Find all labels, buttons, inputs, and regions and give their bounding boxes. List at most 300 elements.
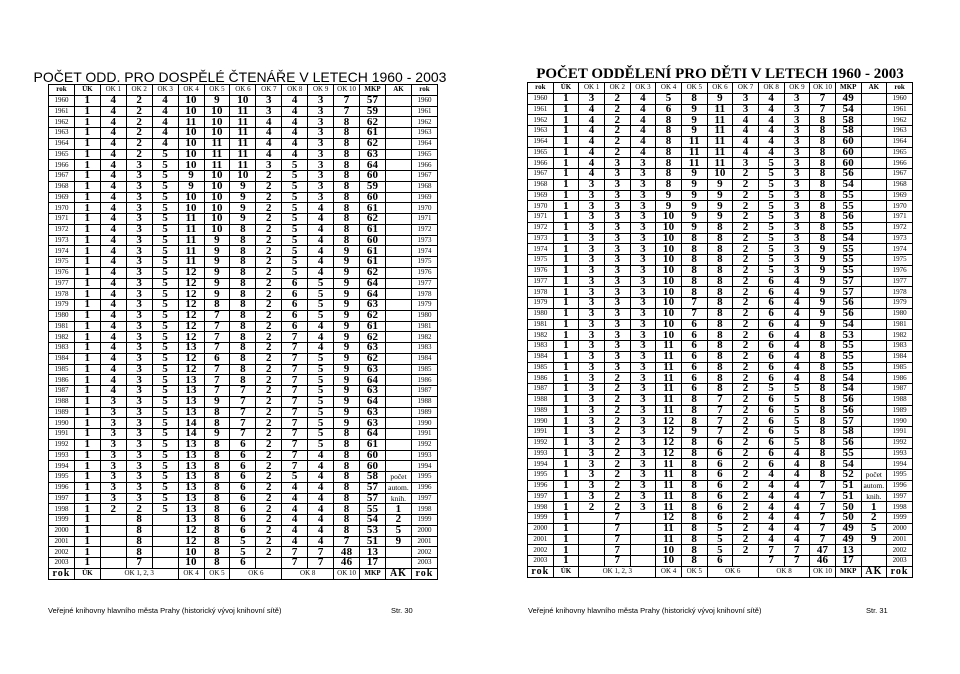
value-cell: 8 <box>681 233 707 244</box>
value-cell: 8 <box>810 416 836 427</box>
value-cell: 3 <box>579 212 605 223</box>
value-cell: 9 <box>707 190 733 201</box>
value-cell: 8 <box>810 201 836 212</box>
value-cell: 9 <box>810 319 836 330</box>
value-cell: 1 <box>553 201 579 212</box>
value-cell: 56 <box>835 212 861 223</box>
value-cell: 3 <box>630 448 656 459</box>
value-cell: 6 <box>758 416 784 427</box>
value-cell: 3 <box>630 416 656 427</box>
value-cell: 5 <box>758 212 784 223</box>
value-cell: 9 <box>204 289 230 300</box>
value-cell: 2 <box>733 545 759 556</box>
value-cell: 2 <box>256 504 282 515</box>
year-cell: 1961 <box>411 106 437 117</box>
value-cell: 3 <box>630 308 656 319</box>
value-cell: 4 <box>152 117 178 128</box>
value-cell: 49 <box>835 534 861 545</box>
value-cell: 3 <box>604 158 630 169</box>
value-cell: 4 <box>784 351 810 362</box>
value-cell: 8 <box>707 319 733 330</box>
value-cell: 12 <box>178 321 204 332</box>
value-cell: 9 <box>681 212 707 223</box>
value-cell: 2 <box>256 235 282 246</box>
footer-cell: OK 4 <box>178 568 204 579</box>
value-cell: 4 <box>100 106 126 117</box>
value-cell: 10 <box>178 95 204 106</box>
right-footer-text: Veřejné knihovny hlavního města Prahy (historický vývoj knihovní sítě) <box>528 606 762 615</box>
value-cell: 5 <box>784 384 810 395</box>
value-cell: 8 <box>230 332 256 343</box>
value-cell: 3 <box>784 212 810 223</box>
year-cell: 1982 <box>528 330 554 341</box>
year-cell: 1964 <box>49 138 75 149</box>
value-cell: 1 <box>74 536 100 547</box>
year-cell: 1995 <box>528 470 554 481</box>
value-cell <box>861 298 887 309</box>
year-cell: 1999 <box>49 515 75 526</box>
value-cell: 4 <box>100 267 126 278</box>
value-cell: 9 <box>334 267 360 278</box>
year-cell: 1975 <box>887 255 913 266</box>
value-cell: 3 <box>579 255 605 266</box>
header-cell: MKP <box>360 85 386 96</box>
value-cell: 1 <box>553 534 579 545</box>
value-cell: 12 <box>178 536 204 547</box>
value-cell <box>385 117 411 128</box>
value-cell: 5 <box>152 407 178 418</box>
value-cell: 2 <box>733 470 759 481</box>
value-cell: 1 <box>74 547 100 558</box>
year-cell: 1995 <box>49 472 75 483</box>
value-cell: 8 <box>810 179 836 190</box>
value-cell: 8 <box>681 556 707 567</box>
year-cell: 1986 <box>528 373 554 384</box>
value-cell: 4 <box>784 491 810 502</box>
footer-cell: MKP <box>360 568 386 579</box>
value-cell: 5 <box>152 149 178 160</box>
value-cell: 5 <box>152 278 178 289</box>
year-cell: 1982 <box>887 330 913 341</box>
value-cell: 3 <box>630 298 656 309</box>
value-cell <box>861 373 887 384</box>
value-cell: 9 <box>810 255 836 266</box>
value-cell: 8 <box>334 235 360 246</box>
value-cell: 8 <box>334 493 360 504</box>
value-cell: 2 <box>256 536 282 547</box>
value-cell: 3 <box>308 117 334 128</box>
value-cell: 12 <box>178 353 204 364</box>
value-cell: 4 <box>308 332 334 343</box>
value-cell: 1 <box>553 437 579 448</box>
value-cell: 4 <box>100 149 126 160</box>
value-cell: 2 <box>256 396 282 407</box>
value-cell: 4 <box>784 373 810 384</box>
value-cell: 3 <box>784 115 810 126</box>
table-row <box>528 136 913 147</box>
value-cell: 62 <box>360 117 386 128</box>
value-cell: 54 <box>835 233 861 244</box>
header-cell: OK 3 <box>630 83 656 94</box>
value-cell: 6 <box>758 362 784 373</box>
value-cell: 7 <box>604 545 630 556</box>
value-cell: 1 <box>74 160 100 171</box>
value-cell: 8 <box>230 300 256 311</box>
value-cell: 7 <box>681 308 707 319</box>
value-cell: 4 <box>784 276 810 287</box>
value-cell: 4 <box>308 246 334 257</box>
value-cell: 9 <box>810 298 836 309</box>
value-cell: 5 <box>152 504 178 515</box>
value-cell: 3 <box>630 362 656 373</box>
value-cell <box>861 448 887 459</box>
year-cell: 1968 <box>411 181 437 192</box>
value-cell: 63 <box>360 418 386 429</box>
year-cell: 1969 <box>528 190 554 201</box>
value-cell: 13 <box>178 472 204 483</box>
value-cell: 14 <box>178 418 204 429</box>
value-cell: 2 <box>604 147 630 158</box>
table-row <box>49 547 438 558</box>
value-cell: 2 <box>604 427 630 438</box>
year-cell: 1997 <box>528 491 554 502</box>
table-row <box>49 472 438 483</box>
value-cell: 7 <box>810 513 836 524</box>
value-cell: 8 <box>230 321 256 332</box>
value-cell: 8 <box>681 265 707 276</box>
value-cell: 6 <box>758 448 784 459</box>
value-cell: 2 <box>733 437 759 448</box>
header-cell: MKP <box>835 83 861 94</box>
year-cell: 1998 <box>528 502 554 513</box>
value-cell: 63 <box>360 407 386 418</box>
value-cell: 5 <box>282 181 308 192</box>
value-cell: 1 <box>74 343 100 354</box>
header-cell: OK 2 <box>604 83 630 94</box>
value-cell: 1 <box>553 126 579 137</box>
table-row <box>49 536 438 547</box>
value-cell: 8 <box>126 536 152 547</box>
value-cell: 2 <box>256 375 282 386</box>
value-cell: 4 <box>282 106 308 117</box>
year-cell: 1974 <box>411 246 437 257</box>
year-cell: 1994 <box>49 461 75 472</box>
value-cell <box>385 235 411 246</box>
value-cell: 1 <box>553 233 579 244</box>
value-cell: 9 <box>230 192 256 203</box>
table-row <box>528 405 913 416</box>
value-cell: 2 <box>733 384 759 395</box>
value-cell: 5 <box>152 300 178 311</box>
value-cell: 1 <box>74 203 100 214</box>
value-cell: 60 <box>360 450 386 461</box>
value-cell: 1 <box>553 394 579 405</box>
value-cell: 11 <box>656 405 682 416</box>
value-cell: 5 <box>707 523 733 534</box>
value-cell: 7 <box>282 558 308 569</box>
value-cell: 7 <box>230 407 256 418</box>
year-cell: 1999 <box>887 513 913 524</box>
value-cell: 3 <box>579 190 605 201</box>
value-cell: 59 <box>360 181 386 192</box>
value-cell: 2 <box>604 115 630 126</box>
value-cell: 1 <box>385 504 411 515</box>
value-cell <box>256 558 282 569</box>
value-cell: 3 <box>126 332 152 343</box>
value-cell: 8 <box>707 255 733 266</box>
value-cell: 3 <box>579 351 605 362</box>
header-cell: ÚK <box>553 83 579 94</box>
value-cell: 10 <box>707 169 733 180</box>
value-cell: 13 <box>178 461 204 472</box>
table-row <box>49 171 438 182</box>
value-cell: 3 <box>604 255 630 266</box>
value-cell: 4 <box>100 364 126 375</box>
value-cell: 4 <box>100 343 126 354</box>
value-cell: 8 <box>656 169 682 180</box>
year-cell: 1977 <box>411 278 437 289</box>
value-cell: 8 <box>656 179 682 190</box>
year-cell: 1971 <box>411 214 437 225</box>
value-cell: 7 <box>282 364 308 375</box>
value-cell: 4 <box>758 126 784 137</box>
value-cell: 7 <box>758 556 784 567</box>
value-cell: 5 <box>758 265 784 276</box>
value-cell: 2 <box>733 502 759 513</box>
value-cell: 6 <box>758 308 784 319</box>
value-cell: 3 <box>126 343 152 354</box>
value-cell: 5 <box>758 158 784 169</box>
value-cell: 6 <box>681 351 707 362</box>
value-cell <box>861 384 887 395</box>
value-cell: 3 <box>630 233 656 244</box>
year-cell: 1998 <box>887 502 913 513</box>
value-cell <box>861 212 887 223</box>
value-cell: 1 <box>74 472 100 483</box>
year-cell: 1980 <box>887 308 913 319</box>
value-cell: 55 <box>835 362 861 373</box>
year-cell: 1999 <box>528 513 554 524</box>
value-cell <box>385 364 411 375</box>
footer-cell: OK 10 <box>810 566 836 577</box>
value-cell: 5 <box>308 278 334 289</box>
value-cell: 2 <box>256 321 282 332</box>
value-cell: 4 <box>784 319 810 330</box>
header-cell: OK 4 <box>656 83 682 94</box>
table-row <box>49 407 438 418</box>
value-cell: 3 <box>784 222 810 233</box>
value-cell: 3 <box>604 212 630 223</box>
value-cell: 4 <box>100 321 126 332</box>
value-cell: 9 <box>810 265 836 276</box>
table-row <box>528 244 913 255</box>
footer-cell: AK <box>385 568 411 579</box>
value-cell: 8 <box>681 513 707 524</box>
value-cell: 8 <box>204 558 230 569</box>
value-cell: 2 <box>733 513 759 524</box>
value-cell: 5 <box>282 224 308 235</box>
year-cell: 1970 <box>887 201 913 212</box>
value-cell <box>100 536 126 547</box>
year-cell: 1966 <box>887 158 913 169</box>
value-cell <box>385 310 411 321</box>
table-row <box>49 525 438 536</box>
value-cell: 2 <box>385 515 411 526</box>
left-table <box>48 84 438 580</box>
value-cell: 3 <box>579 480 605 491</box>
table-row <box>528 255 913 266</box>
value-cell: 11 <box>656 373 682 384</box>
value-cell: 4 <box>282 525 308 536</box>
value-cell: 9 <box>334 418 360 429</box>
value-cell <box>861 287 887 298</box>
value-cell: 3 <box>126 235 152 246</box>
value-cell: 8 <box>810 158 836 169</box>
value-cell: 2 <box>733 416 759 427</box>
value-cell: 2 <box>604 459 630 470</box>
table-row <box>528 523 913 534</box>
value-cell: 9 <box>385 536 411 547</box>
year-cell: 1977 <box>49 278 75 289</box>
value-cell: 7 <box>810 534 836 545</box>
value-cell: 63 <box>360 149 386 160</box>
value-cell: 4 <box>579 104 605 115</box>
value-cell: 4 <box>100 117 126 128</box>
value-cell: 47 <box>810 545 836 556</box>
value-cell: 3 <box>604 276 630 287</box>
value-cell: 3 <box>579 319 605 330</box>
value-cell: 2 <box>604 502 630 513</box>
value-cell: 9 <box>334 386 360 397</box>
value-cell: 17 <box>835 556 861 567</box>
value-cell: 3 <box>100 461 126 472</box>
value-cell <box>630 513 656 524</box>
value-cell: 55 <box>835 222 861 233</box>
value-cell: 4 <box>579 126 605 137</box>
value-cell: 10 <box>656 545 682 556</box>
value-cell: 2 <box>256 192 282 203</box>
value-cell: 8 <box>204 536 230 547</box>
footer-cell: OK 6 <box>230 568 282 579</box>
value-cell <box>579 523 605 534</box>
value-cell: 64 <box>360 396 386 407</box>
header-cell: OK 1 <box>579 83 605 94</box>
value-cell: 3 <box>630 212 656 223</box>
year-cell: 1993 <box>49 450 75 461</box>
value-cell: 8 <box>707 351 733 362</box>
value-cell: 8 <box>334 224 360 235</box>
table-row <box>49 214 438 225</box>
value-cell: 8 <box>204 439 230 450</box>
value-cell: 3 <box>579 470 605 481</box>
value-cell: 8 <box>656 158 682 169</box>
table-row <box>49 138 438 149</box>
value-cell: 3 <box>604 330 630 341</box>
value-cell: 8 <box>810 136 836 147</box>
header-cell: rok <box>528 83 554 94</box>
value-cell: 3 <box>604 169 630 180</box>
value-cell: 8 <box>810 351 836 362</box>
table-row <box>528 308 913 319</box>
year-cell: 1974 <box>528 244 554 255</box>
value-cell: 4 <box>308 214 334 225</box>
value-cell: 3 <box>579 427 605 438</box>
value-cell: 8 <box>681 394 707 405</box>
value-cell: 4 <box>784 523 810 534</box>
value-cell: 5 <box>308 407 334 418</box>
value-cell: 3 <box>126 418 152 429</box>
year-cell: 1991 <box>49 429 75 440</box>
value-cell: 11 <box>681 158 707 169</box>
year-cell: 1971 <box>887 212 913 223</box>
value-cell: 3 <box>126 181 152 192</box>
value-cell: 9 <box>810 276 836 287</box>
value-cell: 8 <box>810 233 836 244</box>
value-cell <box>385 289 411 300</box>
value-cell: 11 <box>230 106 256 117</box>
value-cell: 9 <box>230 214 256 225</box>
value-cell: 1 <box>553 416 579 427</box>
header-cell: AK <box>385 85 411 96</box>
value-cell: 6 <box>707 437 733 448</box>
value-cell: 9 <box>681 201 707 212</box>
value-cell <box>385 429 411 440</box>
header-cell: OK 1 <box>100 85 126 96</box>
value-cell: 5 <box>282 267 308 278</box>
year-cell: 1995 <box>887 470 913 481</box>
table-row <box>528 341 913 352</box>
value-cell: 6 <box>656 104 682 115</box>
value-cell: 4 <box>100 386 126 397</box>
table-row <box>528 437 913 448</box>
value-cell: 11 <box>656 491 682 502</box>
value-cell <box>385 332 411 343</box>
value-cell: 5 <box>308 429 334 440</box>
value-cell: 8 <box>681 437 707 448</box>
value-cell <box>385 407 411 418</box>
table-row <box>49 504 438 515</box>
value-cell: 2 <box>733 276 759 287</box>
value-cell: 8 <box>656 126 682 137</box>
footer-cell: ÚK <box>74 568 100 579</box>
value-cell: 4 <box>308 267 334 278</box>
header-cell: ÚK <box>74 85 100 96</box>
value-cell: 2 <box>256 343 282 354</box>
value-cell: 57 <box>360 95 386 106</box>
header-cell: OK 10 <box>810 83 836 94</box>
value-cell: 7 <box>126 558 152 569</box>
year-cell: 2003 <box>411 558 437 569</box>
value-cell: 3 <box>579 93 605 104</box>
year-cell: 1987 <box>49 386 75 397</box>
value-cell: 11 <box>656 351 682 362</box>
value-cell: 3 <box>630 394 656 405</box>
value-cell: 3 <box>604 179 630 190</box>
year-cell: 1990 <box>411 418 437 429</box>
value-cell: 56 <box>835 437 861 448</box>
value-cell: 3 <box>630 190 656 201</box>
value-cell: 60 <box>360 192 386 203</box>
value-cell: 13 <box>178 450 204 461</box>
year-cell: 1991 <box>411 429 437 440</box>
value-cell: 8 <box>707 244 733 255</box>
value-cell: 7 <box>784 545 810 556</box>
header-cell: OK 6 <box>230 85 256 96</box>
value-cell: 1 <box>553 147 579 158</box>
value-cell: 4 <box>308 525 334 536</box>
value-cell: 8 <box>230 289 256 300</box>
value-cell: 56 <box>835 298 861 309</box>
